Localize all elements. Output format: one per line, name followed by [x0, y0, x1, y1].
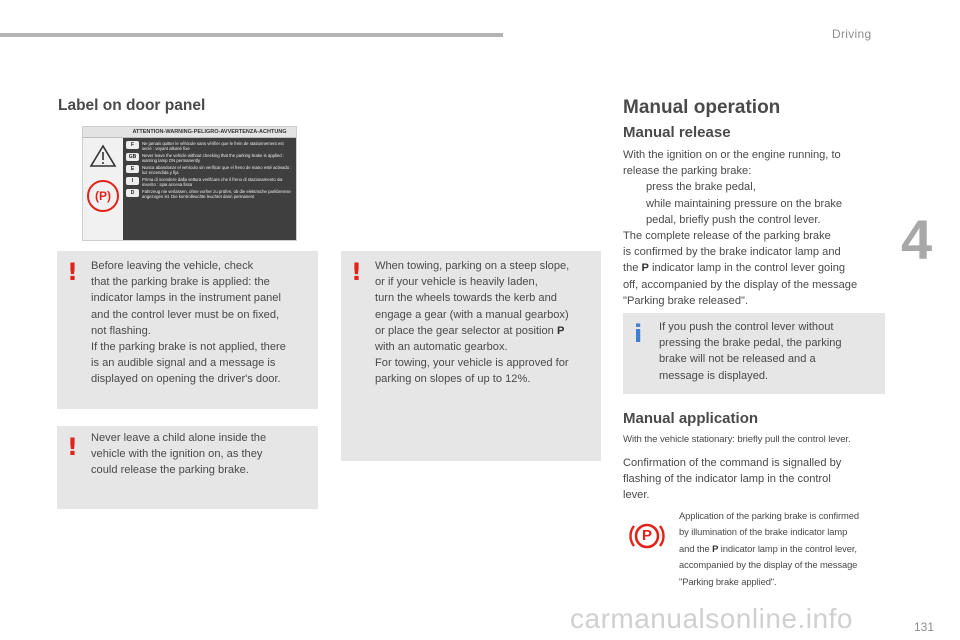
application-confirmation: [623, 455, 893, 504]
text-line: with an automatic gearbox.: [375, 341, 508, 354]
lang-chip: D: [126, 189, 139, 197]
text-line: Confirmation of the command is signalled by: [623, 457, 842, 469]
text-line: Application of the parking brake is confirmed: [679, 510, 859, 521]
warning-box-child: [57, 426, 318, 509]
label-line: [126, 141, 293, 151]
text-line: indicator lamps in the instrument panel: [91, 292, 281, 305]
text-line: Never leave a child alone inside the: [91, 432, 267, 444]
warning-box-towing: [341, 251, 601, 461]
text-line: the P indicator lamp in the control lever going: [623, 262, 846, 275]
text-line: pressing the brake pedal, the parking: [659, 337, 842, 350]
text-line: pedal, briefly push the control lever.: [646, 213, 821, 226]
text-line: If you push the control lever without: [659, 321, 834, 333]
text-line: parking on slopes of up to 12%.: [375, 373, 531, 386]
label-symbols: [83, 138, 123, 240]
text-line: vehicle with the ignition on, as they: [91, 448, 263, 461]
label-heading: ATTENTION-WARNING-PELIGRO-AVVERTENZA-ACHTUNG: [83, 127, 296, 138]
info-text: [659, 319, 881, 384]
text-line: When towing, parking on a steep slope,: [375, 260, 570, 272]
text-line: turn the wheels towards the kerb and: [375, 292, 557, 305]
door-panel-label: [82, 126, 297, 241]
info-box-push-lever: [623, 313, 885, 394]
chapter-number: 4: [901, 208, 933, 271]
text-line: is an audible signal and a message is: [91, 357, 276, 370]
label-line: [126, 165, 293, 175]
bullet-item: while maintaining pressure on the brake: [623, 196, 893, 212]
text-line: or place the gear selector at position P: [375, 324, 565, 337]
bullet-icon: [623, 196, 646, 212]
info-icon: i: [634, 320, 643, 348]
text-line: and the control lever must be on fixed,: [91, 308, 280, 321]
warning-icon: !: [67, 258, 78, 286]
label-text-panel: [123, 138, 296, 240]
text-line: or if your vehicle is heavily laden,: [375, 276, 538, 289]
text-line: by illumination of the brake indicator lamp: [679, 526, 848, 538]
text-line: Before leaving the vehicle, check: [91, 260, 254, 272]
warning-text: [91, 258, 316, 388]
warning-icon: !: [351, 258, 362, 286]
lang-chip: I: [126, 177, 139, 185]
label-line-text: Ne jamais quitter le véhicule sans vérifier que le frein de stationnement est serré : voyant allumé fixe: [142, 141, 284, 151]
warning-text: [375, 258, 599, 388]
label-line: [126, 189, 293, 199]
text-line: The complete release of the parking brake: [623, 230, 831, 243]
text-line: engage a gear (with a manual gearbox): [375, 308, 569, 321]
application-intro: With the vehicle stationary: briefly pull the control lever.: [623, 434, 851, 445]
manual-operation-title: Manual operation: [623, 97, 781, 118]
text-line: release the parking brake:: [623, 165, 752, 178]
section-title: Driving: [832, 27, 872, 41]
lang-chip: F: [126, 141, 139, 149]
warning-box-check-brake: [57, 251, 318, 409]
text-line: For towing, your vehicle is approved for: [375, 357, 569, 370]
manual-application-title: Manual application: [623, 410, 759, 427]
parking-brake-icon: [628, 517, 666, 555]
manual-release-title: Manual release: [623, 124, 731, 141]
label-line-text: Prima di scendere dalla vettura verificare che il freno di stazionamento sia inserito : spia accesa fissa: [142, 177, 283, 187]
release-instructions: [623, 147, 893, 309]
lang-chip: E: [126, 165, 139, 173]
label-line-text: Fahrzeug nie verlassen, ohne vorher zu prüfen, ob die elektrische parkbremse angezogen ist. Die kontrolleuchte leuchtet dann permanent: [142, 189, 291, 199]
text-line: brake will not be released and a: [659, 353, 816, 366]
watermark: carmanualsonline.info: [570, 603, 853, 634]
bullet-icon: [623, 179, 646, 195]
text-line: is confirmed by the brake indicator lamp and: [623, 246, 841, 259]
warning-icon: !: [67, 433, 78, 461]
text-line: flashing of the indicator lamp in the control: [623, 473, 831, 486]
label-line-text: Nunca abandonar el vehículo sin verificar que el freno de mano esté activado : luz encendida y fija: [142, 165, 292, 175]
text-line: and the P indicator lamp in the control lever,: [679, 542, 857, 554]
text-line: With the ignition on or the engine running, to: [623, 149, 841, 161]
text-line: could release the parking brake.: [91, 464, 249, 477]
text-line: "Parking brake released".: [623, 294, 749, 307]
text-line: accompanied by the display of the message: [679, 559, 858, 571]
text-line: "Parking brake applied".: [679, 575, 777, 587]
text-line: off, accompanied by the display of the message: [623, 278, 858, 291]
label-section-title: Label on door panel: [58, 97, 206, 114]
text-line: message is displayed.: [659, 369, 769, 382]
warning-text: [91, 430, 316, 479]
label-line: [126, 177, 293, 187]
text-line: lever.: [623, 489, 650, 502]
header-rule: [0, 33, 503, 37]
lang-chip: GB: [126, 153, 139, 161]
text-line: that the parking brake is applied: the: [91, 276, 270, 289]
text-line: not flashing.: [91, 324, 151, 337]
label-line: [126, 153, 293, 163]
application-note: [679, 508, 889, 590]
page-number: 131: [914, 620, 935, 634]
label-line-text: Never leave the vehicle without checking that the parking brake is applied : warning lamp ON permanently: [142, 153, 285, 163]
parking-brake-symbol: P: [641, 527, 652, 544]
text-line: If the parking brake is not applied, there: [91, 341, 286, 354]
bullet-item: press the brake pedal,: [623, 179, 893, 195]
text-line: displayed on opening the driver's door.: [91, 373, 281, 386]
parking-brake-icon: (P): [87, 180, 119, 212]
